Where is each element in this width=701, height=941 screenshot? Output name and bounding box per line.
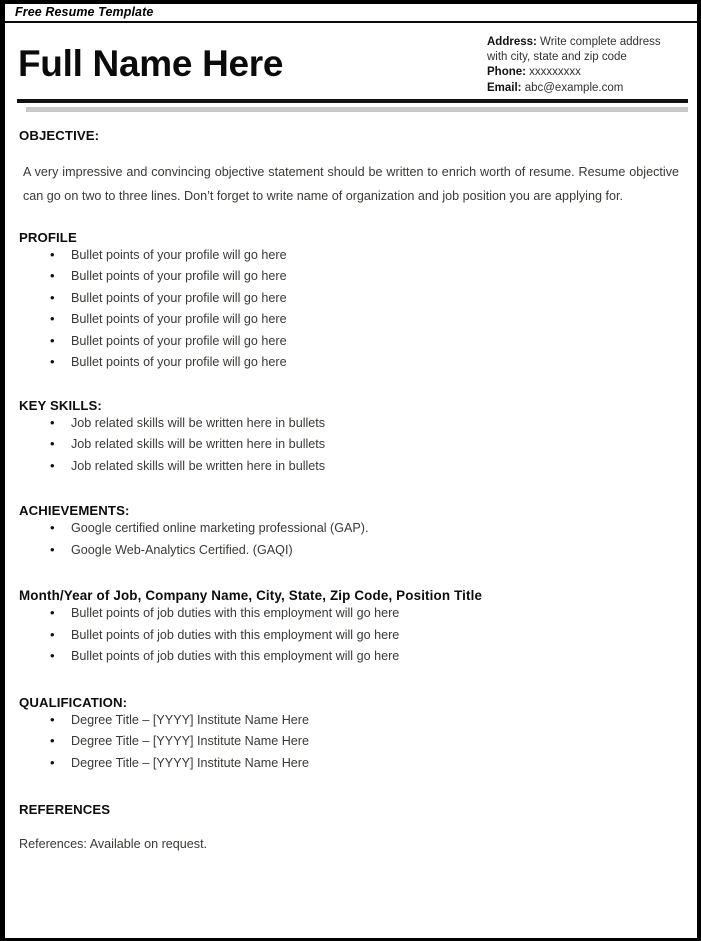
list-item: • Job related skills will be written here in bullets [19, 413, 683, 435]
contact-phone-value: xxxxxxxxx [525, 66, 581, 79]
header-divider-group [5, 99, 697, 112]
section-key-skills [19, 398, 683, 478]
section-qualification [19, 695, 683, 775]
list-item: • Bullet points of your profile will go here [19, 288, 683, 310]
list-item: • Bullet points of your profile will go here [19, 309, 683, 331]
template-title-text: Free Resume Template [15, 5, 154, 19]
contact-phone-label: Phone: [487, 66, 526, 79]
contact-email-value: abc@example.com [521, 81, 624, 94]
applicant-name: Full Name Here [18, 43, 284, 84]
job-duties-bullet-list [19, 603, 683, 668]
contact-address-label: Address: [487, 36, 537, 48]
section-heading-objective: OBJECTIVE: [19, 127, 100, 143]
experience-heading: Month/Year of Job, Company Name, City, State, Zip Code, Position Title [19, 588, 483, 604]
contact-email-line [487, 81, 683, 96]
contact-block [487, 35, 683, 96]
list-item: • Job related skills will be written here in bullets [19, 434, 683, 456]
contact-phone-line [487, 65, 683, 80]
achievements-bullet-list [19, 518, 683, 561]
section-references [19, 802, 683, 854]
profile-bullet-list [19, 245, 683, 374]
section-heading-achievements: ACHIEVEMENTS: [19, 503, 130, 519]
template-titlebar [5, 4, 697, 23]
section-objective [19, 128, 683, 208]
list-item: • Job related skills will be written here in bullets [19, 456, 683, 478]
list-item: • Google Web-Analytics Certified. (GAQI) [19, 540, 683, 562]
list-item: • Bullet points of job duties with this employment will go here [19, 603, 683, 625]
list-item: • Google certified online marketing professional (GAP). [19, 518, 683, 540]
section-heading-qualification: QUALIFICATION: [19, 694, 128, 710]
section-heading-key-skills: KEY SKILLS: [19, 397, 102, 413]
list-item: • Bullet points of job duties with this employment will go here [19, 625, 683, 647]
divider-rule-gray [26, 107, 688, 112]
resume-body [5, 128, 697, 855]
list-item: • Bullet points of your profile will go here [19, 245, 683, 267]
section-heading-profile: PROFILE [19, 229, 77, 245]
section-heading-references: REFERENCES [19, 802, 111, 818]
divider-rule-black [17, 99, 688, 103]
resume-header [5, 23, 697, 96]
list-item: • Bullet points of your profile will go here [19, 352, 683, 374]
contact-address-line [487, 35, 683, 65]
list-item: • Bullet points of your profile will go here [19, 266, 683, 288]
references-paragraph: References: Available on request. [19, 837, 208, 852]
section-achievements [19, 503, 683, 561]
objective-paragraph: A very impressive and convincing objective statement should be written to enrich worth of resume. Resume objective can go on two to three lines. Don’t forget to write name of organization and job position you are applying for. [23, 164, 679, 203]
list-item: • Bullet points of job duties with this employment will go here [19, 646, 683, 668]
list-item: • Bullet points of your profile will go here [19, 331, 683, 353]
key-skills-bullet-list [19, 413, 683, 478]
list-item: • Degree Title – [YYYY] Institute Name Here [19, 731, 683, 753]
contact-email-label: Email: [487, 81, 522, 94]
qualification-bullet-list [19, 710, 683, 775]
section-profile [19, 230, 683, 374]
list-item: • Degree Title – [YYYY] Institute Name Here [19, 753, 683, 775]
section-experience [19, 588, 683, 668]
contact-address-value: Write complete address with city, state and zip code [487, 36, 661, 64]
list-item: • Degree Title – [YYYY] Institute Name Here [19, 710, 683, 732]
